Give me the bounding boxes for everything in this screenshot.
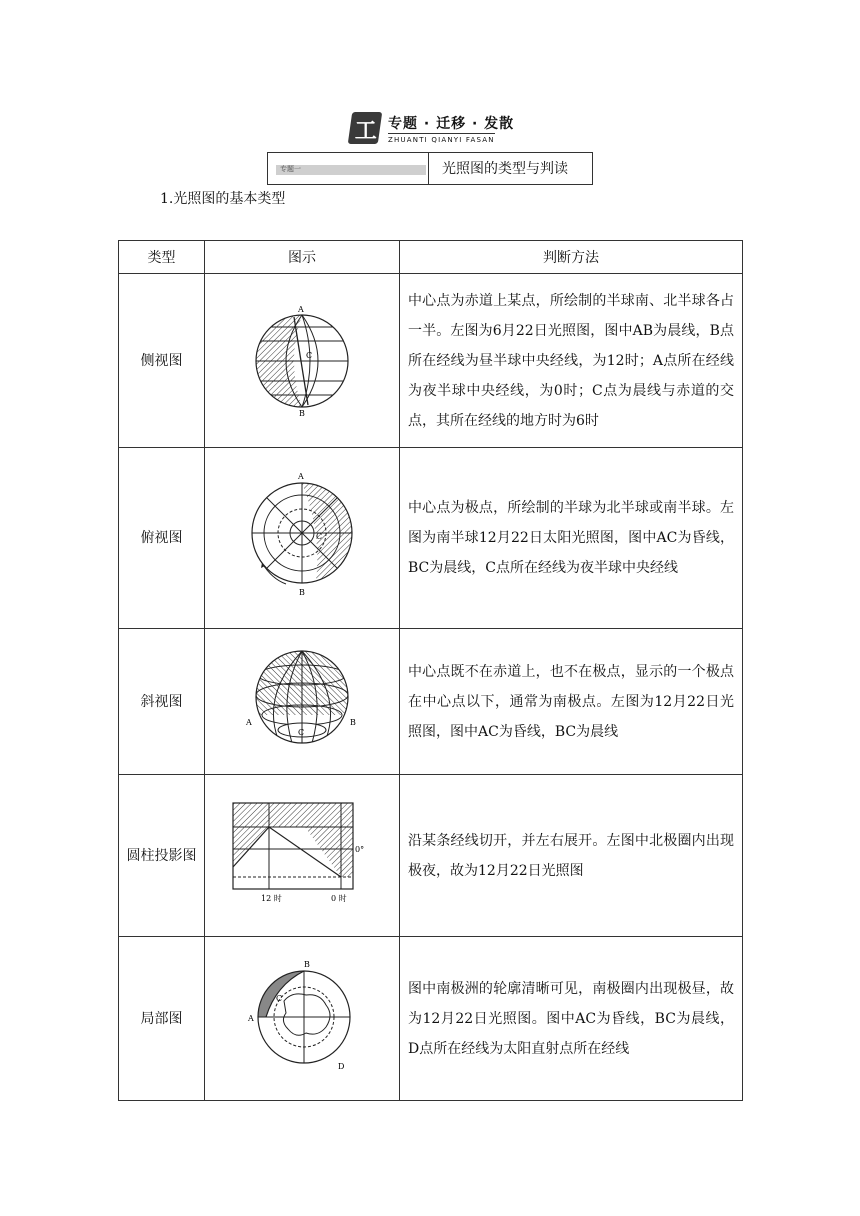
row-description: 中心点为极点，所绘制的半球为北半球或南半球。左图为南半球12月22日太阳光照图，图中AC为昏线，BC为晨线，C点所在经线为夜半球中央经线	[400, 448, 743, 629]
label-d: D	[338, 1061, 345, 1071]
header-figure: 图示	[205, 241, 400, 274]
label-0h: 0 时	[331, 893, 347, 903]
row-figure	[205, 629, 400, 775]
label-b: B	[299, 408, 305, 418]
logo-badge	[348, 112, 382, 144]
row-type: 斜视图	[119, 629, 205, 775]
row-figure	[205, 274, 400, 448]
topic-box	[267, 152, 593, 185]
row-figure	[205, 448, 400, 629]
side-view-diagram	[242, 299, 362, 419]
partial-view-diagram	[242, 957, 362, 1077]
row-description: 图中南极洲的轮廓清晰可见，南极圈内出现极昼，故为12月22日光照图。图中AC为昏线，BC为晨线，D点所在经线为太阳直射点所在经线	[400, 937, 743, 1101]
table-row	[119, 937, 743, 1101]
topic-title: 光照图的类型与判读	[442, 161, 568, 177]
header-type: 类型	[119, 241, 205, 274]
table-row	[119, 775, 743, 937]
topic-divider	[428, 153, 429, 184]
label-equator: 0°	[355, 844, 365, 854]
label-c: C	[306, 350, 313, 360]
row-description: 中心点既不在赤道上，也不在极点，显示的一个极点在中心点以下，通常为南极点。左图为12月22日光照图，图中AC为昏线，BC为晨线	[400, 629, 743, 775]
cylindrical-projection-diagram	[227, 799, 377, 909]
section-logo	[350, 112, 515, 148]
row-figure	[205, 937, 400, 1101]
label-b: B	[299, 588, 305, 597]
row-type: 圆柱投影图	[119, 775, 205, 937]
table-row	[119, 448, 743, 629]
label-12h: 12 时	[261, 893, 282, 903]
label-a: A	[246, 717, 252, 727]
top-view-diagram	[242, 471, 362, 601]
label-c: C	[316, 532, 323, 541]
row-description: 沿某条经线切开，并左右展开。左图中北极圈内出现极夜，故为12月22日光照图	[400, 775, 743, 937]
label-b: B	[304, 959, 310, 969]
logo-title: 专题 · 迁移 · 发散	[388, 116, 515, 132]
table-row	[119, 629, 743, 775]
logo-badge-glyph: 工	[354, 119, 377, 144]
row-type: 俯视图	[119, 448, 205, 629]
label-a: A	[298, 304, 304, 314]
row-description: 中心点为赤道上某点，所绘制的半球南、北半球各占一半。左图为6月22日光照图，图中AB为晨线，B点所在经线为昼半球中央经线，为12时；A点所在经线为夜半球中央经线，为0时；C点为晨线与赤道的交点，其所在经线的地方时为6时	[400, 274, 743, 448]
label-c: C	[298, 727, 305, 737]
table-header-row	[119, 241, 743, 274]
row-type: 侧视图	[119, 274, 205, 448]
header-method: 判断方法	[400, 241, 743, 274]
illumination-table	[118, 240, 743, 1101]
section-heading: 1.光照图的基本类型	[160, 191, 286, 207]
logo-subtitle: ZHUANTI QIANYI FASAN	[388, 133, 495, 144]
label-c: C	[276, 993, 283, 1003]
table-row	[119, 274, 743, 448]
label-a: A	[298, 472, 304, 481]
label-a: A	[248, 1013, 254, 1023]
label-b: B	[350, 717, 356, 727]
oblique-view-diagram	[242, 645, 362, 755]
row-figure	[205, 775, 400, 937]
topic-tag: 专题一	[276, 165, 426, 175]
row-type: 局部图	[119, 937, 205, 1101]
